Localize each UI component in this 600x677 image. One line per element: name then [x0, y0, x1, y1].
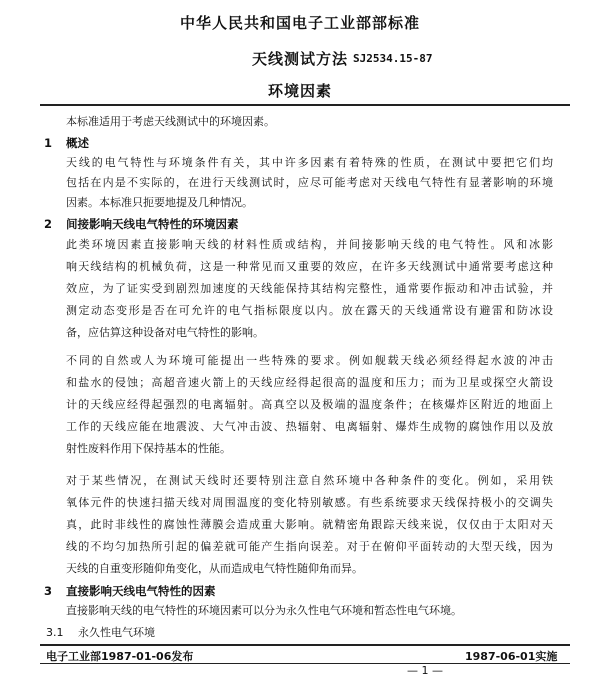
subsection-3-1-number: 3.1 — [46, 626, 64, 639]
document-title: 天线测试方法 — [251, 50, 348, 68]
section-2-para-2-line: 计的天线应经得起强烈的电离辐射。高真空以及极端的温度条件；在核爆炸区附近的地面上 — [66, 398, 553, 411]
section-1-line: 因素。本标准只扼要地提及几种情况。 — [66, 196, 253, 209]
section-2-para-2-line: 射性废料作用下保持基本的性能。 — [66, 442, 231, 455]
section-title: 概述 — [66, 136, 89, 150]
section-1-heading — [0, 136, 600, 152]
section-number: 1 — [44, 136, 53, 150]
footer-bottom-rule — [40, 663, 570, 664]
section-2-para-1-line: 效应，为了证实受到剧烈加速度的天线能保持其结构完整性，通常要作振动和冲击试验，并 — [66, 282, 553, 295]
page-number: — 1 — — [407, 664, 443, 677]
section-3-line: 直接影响天线的电气特性的环境因素可以分为永久性电气环境和暂态性电气环境。 — [66, 604, 462, 617]
section-2-para-2-line: 不同的自然或人为环境可能提出一些特殊的要求。例如舰载天线必须经得起水波的冲击 — [66, 354, 553, 367]
section-2-para-3-line: 天线的自重变形随仰角变化，从而造成电气特性随仰角而异。 — [66, 562, 363, 575]
section-title: 间接影响天线电气特性的环境因素 — [66, 217, 239, 231]
section-2-para-3-line: 氧体元件的快速扫描天线对周围温度的变化特别敏感。有些系统要求天线保持极小的交调失 — [66, 496, 553, 509]
issue-date: 电子工业部1987-01-06发布 — [46, 650, 194, 663]
section-2-para-1-line: 此类环境因素直接影响天线的材料性质或结构，并间接影响天线的电气特性。风和冰影 — [66, 238, 553, 251]
effective-date: 1987-06-01实施 — [465, 650, 558, 663]
section-number: 3 — [44, 584, 53, 598]
footer-divider — [40, 644, 570, 646]
section-2-para-1-line: 响天线结构的机械负荷，这是一种常见而又重要的效应，在许多天线测试中通常要考虑这种 — [66, 260, 553, 273]
section-1-line: 包括在内是不实际的，在进行天线测试时，应尽可能考虑对天线电气特性有显著影响的环境 — [66, 176, 553, 189]
section-2-para-3-line: 对于某些情况，在测试天线时还要特别注意自然环境中各种条件的变化。例如，采用铁 — [66, 474, 553, 487]
standard-org-title: 中华人民共和国电子工业部部标准 — [179, 14, 420, 32]
subsection-3-1-title: 永久性电气环境 — [78, 626, 155, 639]
intro-text: 本标准适用于考虑天线测试中的环境因素。 — [66, 115, 275, 128]
section-2-para-3-line: 线的不均匀加热所引起的偏差就可能产生指向误差。对于在俯仰平面转动的大型天线，因为 — [66, 540, 553, 553]
section-2-para-1-line: 测定动态变形是否在可允许的电气指标限度以内。放在露天的天线通常设有避雷和防冰设 — [66, 304, 553, 317]
section-3-heading — [0, 584, 600, 600]
section-1-line: 天线的电气特性与环境条件有关，其中许多因素有着特殊的性质，在测试中要把它们均 — [66, 156, 553, 169]
section-2-heading — [0, 217, 600, 233]
section-2-para-3-line: 真，此时非线性的腐蚀性薄膜会造成重大影响。就精密角跟踪天线来说，仅仅由于太阳对天 — [66, 518, 553, 531]
section-number: 2 — [44, 217, 53, 231]
section-2-para-2-line: 和盐水的侵蚀；高超音速火箭上的天线应经得起很高的温度和压力；而为卫星或探空火箭设 — [66, 376, 553, 389]
section-2-para-1-line: 备，应估算这种设备对电气特性的影响。 — [66, 326, 264, 339]
header-divider — [40, 104, 570, 106]
document-subtitle: 环境因素 — [267, 82, 332, 100]
standard-code: SJ2534.15-87 — [353, 52, 433, 65]
section-title: 直接影响天线电气特性的因素 — [66, 584, 216, 598]
section-2-para-2-line: 工作的天线应能在地震波、大气冲击波、热辐射、电离辐射、爆炸生成物的腐蚀作用以及放 — [66, 420, 553, 433]
